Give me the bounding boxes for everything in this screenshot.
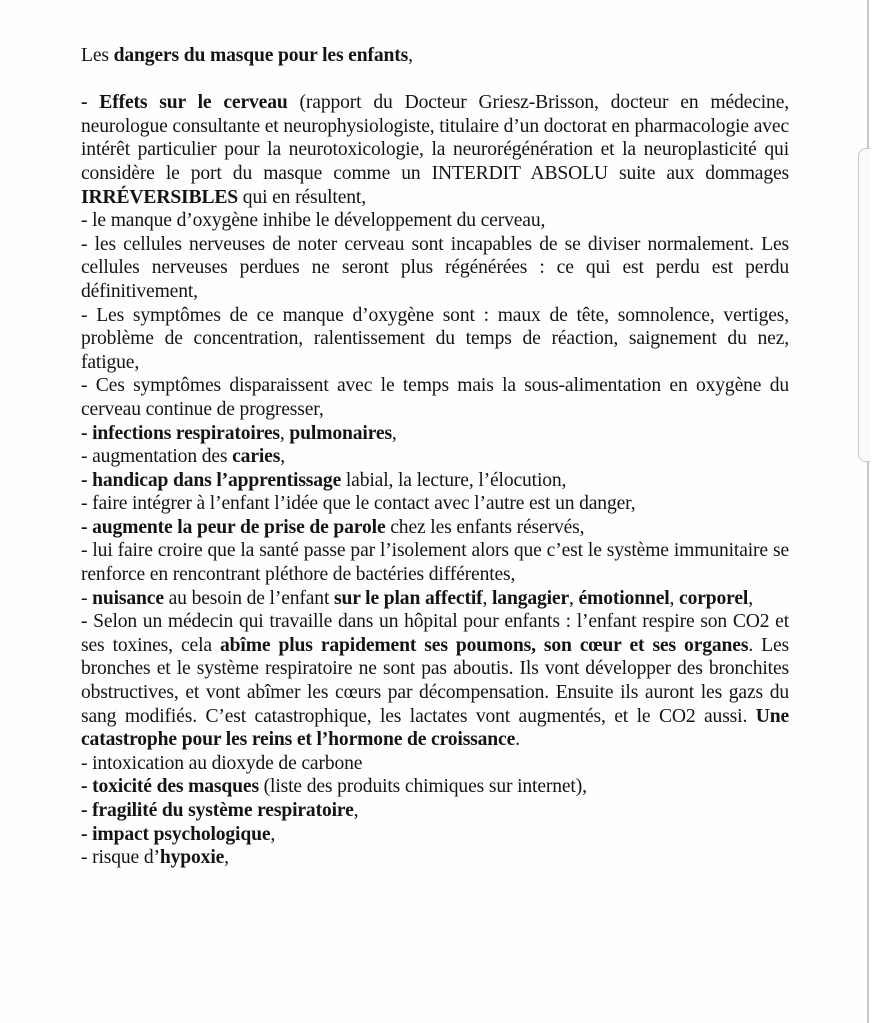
text: , bbox=[482, 587, 492, 609]
bold-text: IRRÉVERSIBLES bbox=[81, 186, 239, 208]
bold-text: sur le plan affectif bbox=[334, 587, 483, 609]
bold-text: hypoxie bbox=[159, 847, 225, 869]
paragraph bbox=[81, 492, 789, 516]
title-prefix: Les bbox=[81, 45, 114, 66]
text: - faire intégrer à l’enfant l’idée que le contact avec l’autre est un danger, bbox=[81, 493, 636, 515]
paragraph bbox=[81, 91, 789, 209]
bold-text: - impact psychologique bbox=[81, 823, 271, 845]
text: - intoxication au dioxyde de carbone bbox=[81, 752, 363, 774]
paragraph bbox=[81, 587, 789, 611]
text: . Les bronches et le système respiratoire ne sont pas aboutis. Ils vont développer des bronchites obstructives, et vont abîmer les cœurs par décompensation. Ensuite ils auront les gazs du sang modifiés. C’est catastrophique, les lactates vont augmentés, et le CO2 aussi. bbox=[81, 634, 789, 727]
text: au besoin de l’enfant bbox=[163, 587, 335, 609]
bold-text: - toxicité des masques bbox=[81, 776, 259, 798]
text: - Ces symptômes disparaissent avec le temps mais la sous-alimentation en oxygène du cerveau continue de progresser, bbox=[81, 375, 789, 420]
text: . bbox=[515, 729, 520, 751]
bold-text: - fragilité du système respiratoire bbox=[81, 800, 354, 821]
text: (liste des produits chimiques sur internet), bbox=[258, 776, 587, 798]
bold-text: - augmente la peur de prise de parole bbox=[81, 516, 386, 538]
bold-text: pulmonaires bbox=[289, 422, 392, 444]
paragraph bbox=[81, 304, 789, 375]
text: - risque d’ bbox=[81, 847, 160, 869]
text: , bbox=[280, 446, 285, 468]
text: - Selon un médecin qui travaille dans un hôpital pour enfants : l’enfant respire son CO2 et ses toxines, cela bbox=[81, 611, 789, 656]
scroll-handle[interactable] bbox=[858, 148, 870, 462]
title-bold: dangers du masque pour les enfants bbox=[113, 45, 409, 66]
paragraph bbox=[81, 445, 789, 469]
document-body bbox=[81, 44, 789, 870]
text: qui en résultent, bbox=[238, 186, 366, 208]
paragraph bbox=[81, 775, 789, 799]
paragraph bbox=[81, 539, 789, 586]
paragraph-list bbox=[81, 91, 789, 870]
text: , bbox=[270, 823, 276, 845]
text: - le manque d’oxygène inhibe le développement du cerveau, bbox=[81, 210, 546, 232]
paragraph bbox=[81, 610, 789, 752]
text: chez les enfants réservés, bbox=[385, 516, 585, 538]
text: , bbox=[224, 847, 229, 869]
paragraph bbox=[81, 799, 789, 823]
text: , bbox=[569, 587, 579, 609]
document-title bbox=[81, 44, 789, 68]
text: , bbox=[353, 800, 359, 821]
bold-text: caries bbox=[232, 446, 281, 468]
paragraph bbox=[81, 422, 789, 446]
paragraph bbox=[81, 469, 789, 493]
title-suffix: , bbox=[408, 45, 413, 66]
text: , bbox=[669, 587, 680, 609]
text: - Les symptômes de ce manque d’oxygène sont : maux de tête, somnolence, vertiges, problème de concentration, ralentissement du temps de réaction, saignement du nez, fatigue, bbox=[81, 304, 789, 373]
bold-text: - infections respiratoires bbox=[81, 422, 280, 444]
bold-text: - handicap dans l’apprentissage bbox=[81, 469, 342, 491]
paragraph bbox=[81, 233, 789, 304]
text: - lui faire croire que la santé passe par l’isolement alors que c’est le système immunitaire se renforce en rencontrant pléthore de bactéries différentes, bbox=[81, 540, 789, 586]
paragraph bbox=[81, 374, 789, 421]
paragraph bbox=[81, 752, 789, 776]
text: labial, la lecture, l’élocution, bbox=[341, 469, 567, 491]
bold-text: nuisance bbox=[92, 587, 164, 609]
text: - les cellules nerveuses de noter cerveau sont incapables de se diviser normalement. Les cellules nerveuses perdues ne seront plus régénérées : ce qui est perdu est perdu définitivement, bbox=[81, 233, 789, 302]
bold-text: corporel bbox=[679, 587, 749, 609]
text: - bbox=[81, 587, 93, 609]
bold-text: langagier bbox=[492, 587, 570, 609]
bold-text: - Effets sur le cerveau bbox=[81, 92, 288, 114]
text: , bbox=[279, 422, 290, 444]
bold-text: abîme plus rapidement ses poumons, son cœur et ses organes bbox=[220, 634, 749, 656]
text: - augmentation des bbox=[81, 446, 233, 468]
text: (rapport du Docteur Griesz-Brisson, docteur en médecine, neurologue consultante et neurophysiologiste, titulaire d’un doctorat en pharmacologie avec intérêt particulier pour la neurotoxicologie, la neurorégénération et la neuroplasticité qui considère le port du masque comme un INTERDIT ABSOLU suite aux dommages bbox=[81, 92, 789, 184]
bold-text: émotionnel bbox=[578, 587, 670, 609]
paragraph bbox=[81, 209, 789, 233]
text: , bbox=[391, 422, 397, 444]
bold-text: Une catastrophe pour les reins et l’hormone de croissance bbox=[81, 705, 789, 751]
text: , bbox=[748, 587, 753, 609]
paragraph bbox=[81, 516, 789, 540]
paragraph bbox=[81, 823, 789, 847]
paragraph bbox=[81, 846, 789, 870]
